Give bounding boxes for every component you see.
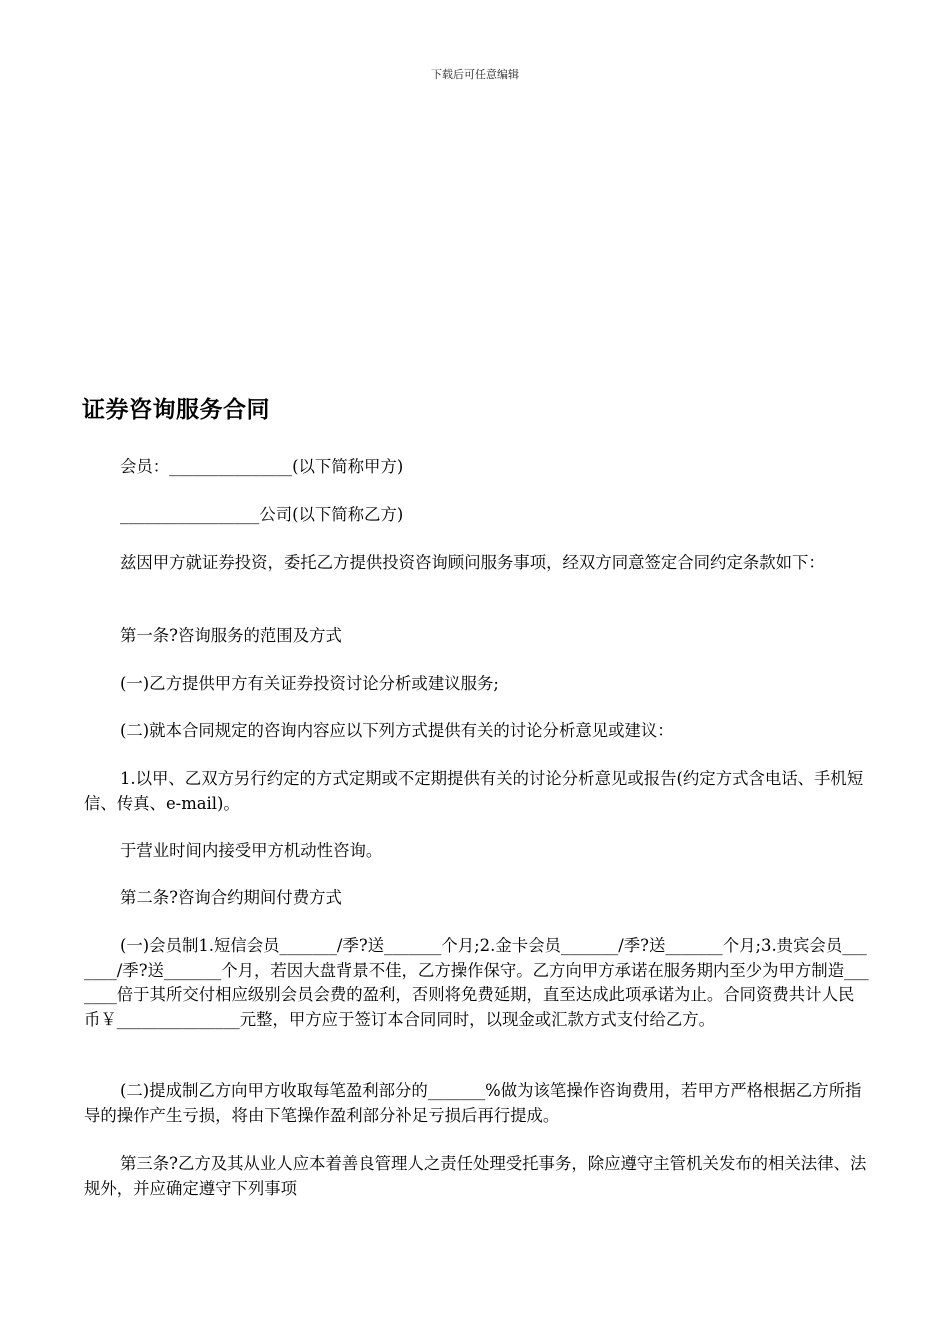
company-party-b-line: _________________公司(以下简称乙方) (120, 505, 404, 524)
article-1-heading: 第一条?咨询服务的范围及方式 (120, 626, 342, 645)
article-2-clause-2: (二)提成制乙方向甲方收取每笔盈利部分的_______%做为该笔操作咨询费用，若甲方严格根据乙方所指导的操作产生亏损，将由下笔操作盈利部分补足亏损后再行提成。 (84, 1081, 862, 1125)
preamble-paragraph: 兹因甲方就证券投资，委托乙方提供投资咨询顾问服务事项，经双方同意签定合同约定条款如下： (120, 553, 825, 572)
article-1-clause-2: (二)就本合同规定的咨询内容应以下列方式提供有关的讨论分析意见或建议： (120, 721, 674, 740)
article-1-clause-1: (一)乙方提供甲方有关证券投资讨论分析或建议服务; (120, 674, 499, 693)
page-header-note: 下载后可任意编辑 (431, 68, 519, 81)
article-1-item-2: 于营业时间内接受甲方机动性咨询。 (120, 841, 383, 860)
article-3-paragraph: 第三条?乙方及其从业人应本着善良管理人之责任处理受托事务，除应遵守主管机关发布的相关法律、法规外，并应确定遵守下列事项 (84, 1154, 867, 1198)
article-2-clause-1: (一)会员制1.短信会员_______/季?送_______个月;2.金卡会员_______/季?送_______个月;3.贵宾会员_______/季?送_______个月，若因大盘背景不佳，乙方操作保守。乙方向甲方承诺在服务期内至少为甲方制造_______倍于其所交付相应级别会员会费的盈利，否则将免费延期，直至达成此项承诺为止。合同资费共计人民币￥_______________元整，甲方应于签订本合同同时，以现金或汇款方式支付给乙方。 (84, 936, 869, 1029)
article-2-heading: 第二条?咨询合约期间付费方式 (120, 888, 342, 907)
document-title: 证券咨询服务合同 (82, 397, 270, 423)
member-party-a-line: 会员：_______________(以下简称甲方) (120, 457, 404, 476)
article-1-item-1: 1.以甲、乙双方另行约定的方式定期或不定期提供有关的讨论分析意见或报告(约定方式含电话、手机短信、传真、e-mail)。 (84, 769, 864, 813)
